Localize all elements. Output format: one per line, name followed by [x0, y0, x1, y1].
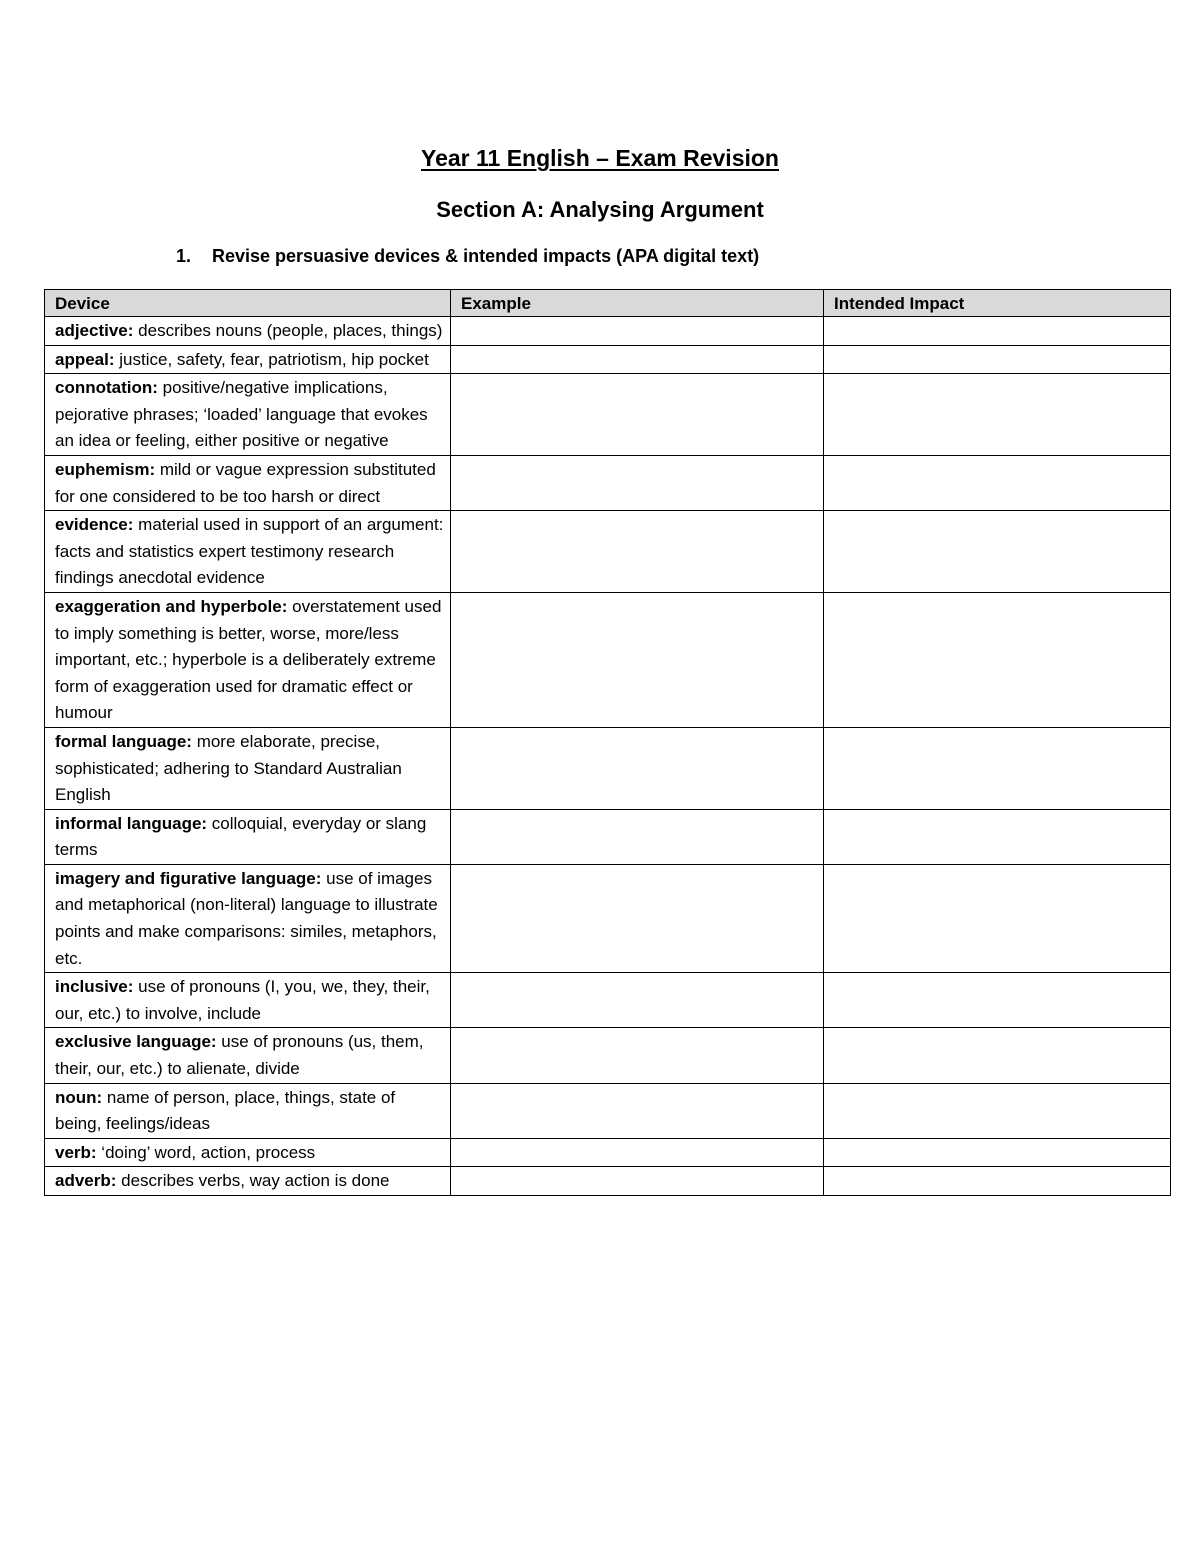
device-term: inclusive:	[55, 977, 134, 997]
table-row	[45, 511, 1171, 593]
device-cell	[45, 1138, 451, 1167]
device-term: imagery and figurative language:	[55, 868, 322, 888]
device-description: use of images and metaphorical (non-literal) language to illustrate points and make comparisons: similes, metaphors, etc.	[55, 868, 438, 968]
impact-cell[interactable]	[824, 727, 1171, 809]
impact-cell[interactable]	[824, 345, 1171, 374]
example-cell[interactable]	[451, 455, 824, 510]
table-row	[45, 727, 1171, 809]
device-term: euphemism:	[55, 459, 156, 479]
device-description: describes nouns (people, places, things)	[133, 321, 443, 340]
table-row	[45, 809, 1171, 864]
device-cell	[45, 374, 451, 456]
impact-cell[interactable]	[824, 1167, 1171, 1196]
device-description: use of pronouns (I, you, we, they, their, our, etc.) to involve, include	[55, 977, 430, 1023]
section-subtitle: Section A: Analysing Argument	[436, 197, 764, 222]
impact-cell[interactable]	[824, 1083, 1171, 1138]
device-description: ‘doing’ word, action, process	[96, 1142, 316, 1162]
impact-cell[interactable]	[824, 864, 1171, 972]
task-instruction	[176, 246, 759, 267]
example-cell[interactable]	[451, 973, 824, 1028]
impact-cell[interactable]	[824, 1028, 1171, 1083]
device-term: noun:	[55, 1087, 103, 1107]
device-description: mild or vague expression substituted for one considered to be too harsh or direct	[55, 459, 436, 506]
table-row	[45, 973, 1171, 1028]
device-term: exaggeration and hyperbole:	[55, 596, 288, 616]
column-header-example: Example	[451, 290, 824, 317]
column-header-device: Device	[45, 290, 451, 317]
device-term: verb:	[55, 1142, 97, 1162]
devices-table	[44, 289, 1171, 1196]
example-cell[interactable]	[451, 345, 824, 374]
device-cell	[45, 973, 451, 1028]
example-cell[interactable]	[451, 511, 824, 593]
device-description: justice, safety, fear, patriotism, hip pocket	[114, 349, 429, 369]
example-cell[interactable]	[451, 1167, 824, 1196]
device-cell	[45, 511, 451, 593]
table-row	[45, 1083, 1171, 1138]
impact-cell[interactable]	[824, 374, 1171, 456]
device-term: adjective:	[55, 321, 134, 340]
example-cell[interactable]	[451, 374, 824, 456]
impact-cell[interactable]	[824, 809, 1171, 864]
task-number: 1.	[176, 246, 192, 266]
device-description: positive/negative implications, pejorative phrases; ‘loaded’ language that evokes an idea or feeling, either positive or negative	[55, 378, 428, 451]
device-term: exclusive language:	[55, 1032, 217, 1052]
table-row	[45, 864, 1171, 972]
device-description: describes verbs, way action is done	[116, 1171, 390, 1191]
table-header-row	[45, 290, 1171, 317]
table-row	[45, 374, 1171, 456]
table-row	[45, 317, 1171, 346]
impact-cell[interactable]	[824, 455, 1171, 510]
device-description: use of pronouns (us, them, their, our, etc.) to alienate, divide	[55, 1032, 424, 1079]
table-row	[45, 1028, 1171, 1083]
impact-cell[interactable]	[824, 317, 1171, 346]
example-cell[interactable]	[451, 809, 824, 864]
device-term: evidence:	[55, 515, 134, 535]
table-row	[45, 592, 1171, 727]
device-term: formal language:	[55, 731, 192, 751]
device-description: colloquial, everyday or slang terms	[55, 813, 427, 860]
device-cell	[45, 809, 451, 864]
table-row	[45, 1138, 1171, 1167]
page-title: Year 11 English – Exam Revision	[421, 145, 779, 171]
device-cell	[45, 317, 451, 346]
example-cell[interactable]	[451, 317, 824, 346]
device-cell	[45, 592, 451, 727]
example-cell[interactable]	[451, 1138, 824, 1167]
impact-cell[interactable]	[824, 1138, 1171, 1167]
device-term: appeal:	[55, 349, 115, 369]
device-cell	[45, 1083, 451, 1138]
device-cell	[45, 1028, 451, 1083]
table-row	[45, 455, 1171, 510]
device-term: adverb:	[55, 1171, 117, 1191]
example-cell[interactable]	[451, 1028, 824, 1083]
device-description: overstatement used to imply something is better, worse, more/less important, etc.; hyperbole is a deliberately extreme form of exaggeration used for dramatic effect or humour	[55, 596, 442, 723]
device-description: more elaborate, precise, sophisticated; adhering to Standard Australian English	[55, 731, 402, 805]
example-cell[interactable]	[451, 727, 824, 809]
column-header-intended-impact: Intended Impact	[824, 290, 1171, 317]
table-row	[45, 345, 1171, 374]
impact-cell[interactable]	[824, 511, 1171, 593]
device-cell	[45, 727, 451, 809]
device-cell	[45, 1167, 451, 1196]
example-cell[interactable]	[451, 864, 824, 972]
device-cell	[45, 345, 451, 374]
device-term: informal language:	[55, 813, 208, 833]
device-term: connotation:	[55, 378, 158, 398]
device-cell	[45, 864, 451, 972]
device-cell	[45, 455, 451, 510]
impact-cell[interactable]	[824, 592, 1171, 727]
example-cell[interactable]	[451, 1083, 824, 1138]
device-description: material used in support of an argument: facts and statistics expert testimony research findings anecdotal evidence	[55, 515, 444, 588]
example-cell[interactable]	[451, 592, 824, 727]
device-description: name of person, place, things, state of being, feelings/ideas	[55, 1087, 396, 1134]
impact-cell[interactable]	[824, 973, 1171, 1028]
table-row	[45, 1167, 1171, 1196]
task-text: Revise persuasive devices & intended impacts (APA digital text)	[212, 246, 760, 266]
